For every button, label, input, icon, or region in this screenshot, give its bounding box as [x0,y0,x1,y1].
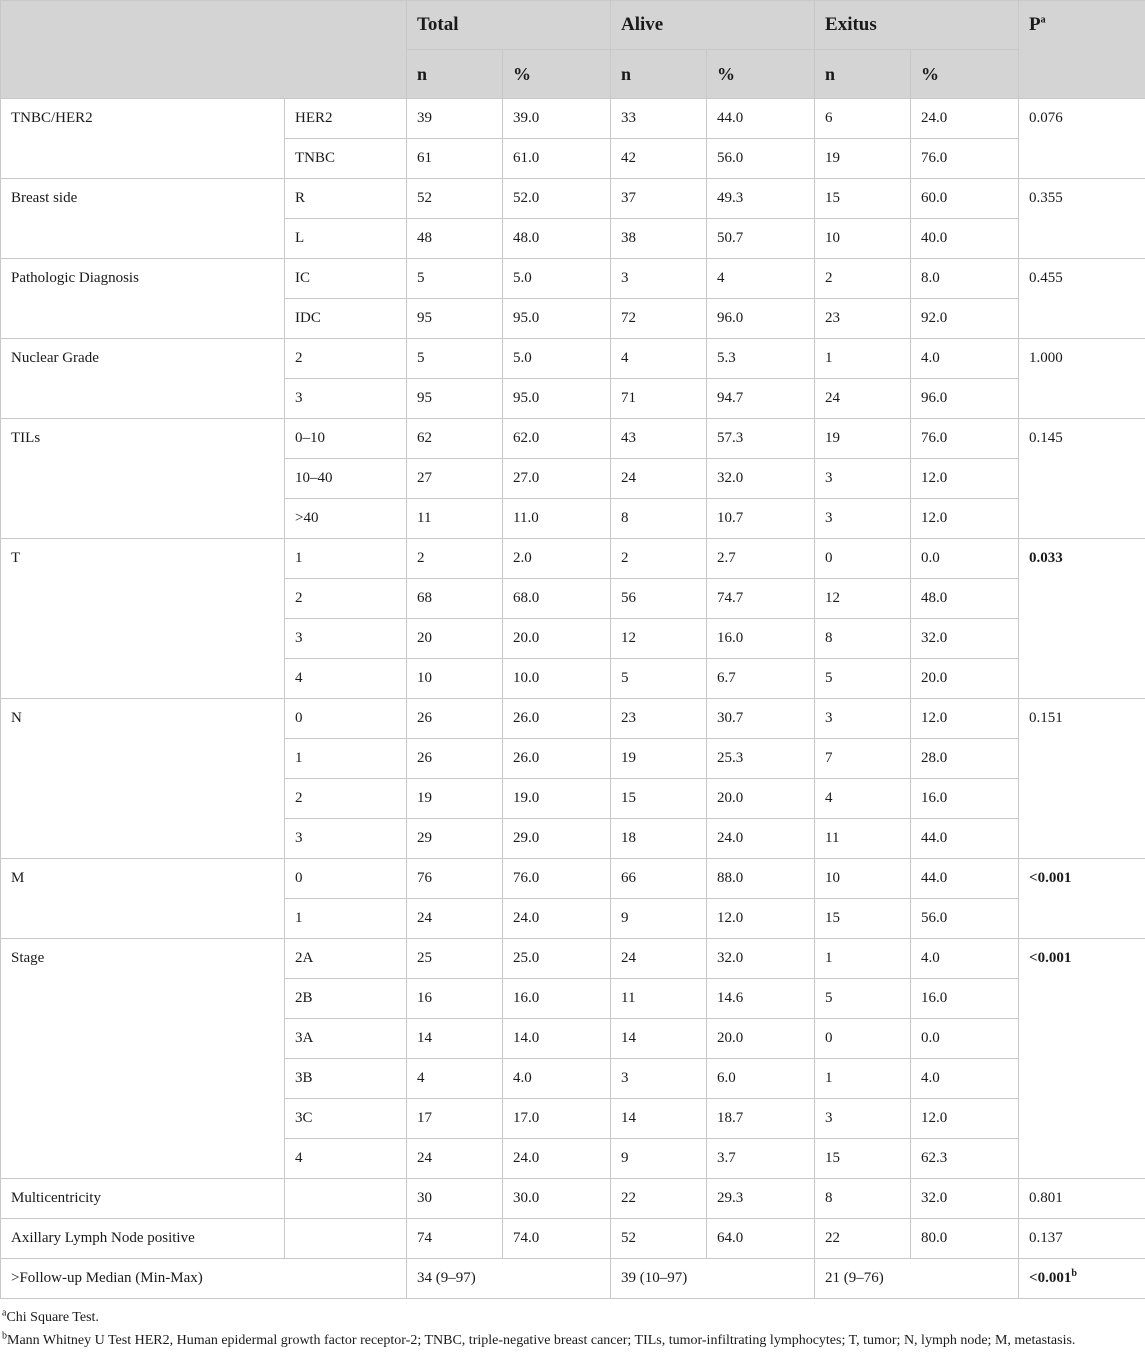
total-n-cell: 26 [407,739,503,779]
total-pct-cell: 17.0 [503,1099,611,1139]
alive-n-cell: 11 [611,979,707,1019]
exitus-n-cell: 6 [815,99,911,139]
total-n-cell: 48 [407,219,503,259]
total-pct-cell: 48.0 [503,219,611,259]
alive-n-cell: 72 [611,299,707,339]
header-exitus: Exitus [815,1,1019,50]
exitus-n-cell: 19 [815,419,911,459]
exitus-n-cell: 22 [815,1219,911,1259]
p-value-cell: 0.801 [1019,1179,1145,1219]
exitus-n-cell: 3 [815,699,911,739]
alive-pct-cell: 50.7 [707,219,815,259]
level-cell: 0 [285,859,407,899]
total-pct-cell: 24.0 [503,899,611,939]
alive-pct-cell: 29.3 [707,1179,815,1219]
alive-n-cell: 33 [611,99,707,139]
table-row [1,539,1145,579]
exitus-pct-cell: 44.0 [911,859,1019,899]
exitus-pct-cell: 76.0 [911,139,1019,179]
alive-n-cell: 14 [611,1019,707,1059]
alive-pct-cell: 12.0 [707,899,815,939]
alive-pct-cell: 24.0 [707,819,815,859]
level-cell: 2 [285,339,407,379]
exitus-pct-cell: 4.0 [911,339,1019,379]
exitus-pct-cell: 60.0 [911,179,1019,219]
alive-n-cell: 66 [611,859,707,899]
exitus-n-cell: 15 [815,1139,911,1179]
total-n-cell: 95 [407,379,503,419]
exitus-n-cell: 0 [815,539,911,579]
alive-n-cell: 9 [611,899,707,939]
p-value-cell: 0.076 [1019,99,1145,179]
level-cell: 4 [285,659,407,699]
exitus-n-cell: 3 [815,499,911,539]
total-n-cell: 39 [407,99,503,139]
table-row [1,339,1145,379]
header-alive: Alive [611,1,815,50]
exitus-n-cell: 1 [815,339,911,379]
exitus-pct-cell: 0.0 [911,539,1019,579]
header-total: Total [407,1,611,50]
exitus-n-cell: 15 [815,899,911,939]
alive-pct-cell: 5.3 [707,339,815,379]
category-cell: T [1,539,285,699]
level-cell: 3A [285,1019,407,1059]
alive-n-cell: 23 [611,699,707,739]
exitus-pct-cell: 80.0 [911,1219,1019,1259]
header-exitus-n: n [815,50,911,99]
total-n-cell: 4 [407,1059,503,1099]
followup-row [1,1259,1145,1299]
total-n-cell: 30 [407,1179,503,1219]
p-value-cell: <0.001 [1019,939,1145,1179]
exitus-pct-cell: 40.0 [911,219,1019,259]
alive-n-cell: 8 [611,499,707,539]
followup-label: >Follow-up Median (Min-Max) [1,1259,407,1299]
total-pct-cell: 26.0 [503,739,611,779]
level-cell: 0–10 [285,419,407,459]
table-row [1,699,1145,739]
total-n-cell: 62 [407,419,503,459]
alive-pct-cell: 74.7 [707,579,815,619]
alive-pct-cell: 30.7 [707,699,815,739]
exitus-n-cell: 1 [815,939,911,979]
alive-n-cell: 3 [611,1059,707,1099]
level-cell: IC [285,259,407,299]
header-empty-cell [1,1,407,99]
exitus-n-cell: 23 [815,299,911,339]
exitus-pct-cell: 76.0 [911,419,1019,459]
followup-p-value: <0.001$^b$ [1019,1259,1145,1299]
alive-pct-cell: 3.7 [707,1139,815,1179]
p-value-cell: 1.000 [1019,339,1145,419]
footnotes [0,1299,1145,1351]
total-pct-cell: 95.0 [503,299,611,339]
followup-alive: 39 (10–97) [611,1259,815,1299]
header-exitus-pct: % [911,50,1019,99]
total-n-cell: 76 [407,859,503,899]
total-pct-cell: 24.0 [503,1139,611,1179]
category-cell: Multicentricity [1,1179,285,1219]
exitus-pct-cell: 16.0 [911,979,1019,1019]
level-cell: 1 [285,739,407,779]
level-cell: 1 [285,539,407,579]
exitus-n-cell: 3 [815,1099,911,1139]
alive-pct-cell: 14.6 [707,979,815,1019]
total-pct-cell: 11.0 [503,499,611,539]
total-n-cell: 2 [407,539,503,579]
exitus-n-cell: 5 [815,659,911,699]
category-cell: TILs [1,419,285,539]
total-pct-cell: 27.0 [503,459,611,499]
exitus-n-cell: 2 [815,259,911,299]
header-p-value: $P^a$ [1019,1,1145,99]
table-row [1,1219,1145,1259]
alive-n-cell: 38 [611,219,707,259]
exitus-pct-cell: 32.0 [911,619,1019,659]
table-row [1,99,1145,139]
total-n-cell: 24 [407,899,503,939]
exitus-n-cell: 24 [815,379,911,419]
alive-n-cell: 22 [611,1179,707,1219]
total-n-cell: 95 [407,299,503,339]
table-row [1,179,1145,219]
exitus-n-cell: 10 [815,859,911,899]
total-n-cell: 25 [407,939,503,979]
alive-n-cell: 52 [611,1219,707,1259]
table-row [1,859,1145,899]
alive-pct-cell: 32.0 [707,459,815,499]
total-pct-cell: 29.0 [503,819,611,859]
total-n-cell: 16 [407,979,503,1019]
level-cell: 3C [285,1099,407,1139]
total-n-cell: 61 [407,139,503,179]
category-cell: Breast side [1,179,285,259]
level-cell: IDC [285,299,407,339]
total-n-cell: 68 [407,579,503,619]
alive-pct-cell: 94.7 [707,379,815,419]
footnote-b: $^b$Mann Whitney U Test HER2, Human epidermal growth factor receptor-2; TNBC, triple-negative breast cancer; TILs, tumor-infiltrating lymphocytes; T, tumor; N, lymph node; M, metastasis. [2,1330,1076,1348]
exitus-n-cell: 15 [815,179,911,219]
exitus-pct-cell: 96.0 [911,379,1019,419]
category-cell: Pathologic Diagnosis [1,259,285,339]
category-cell: Axillary Lymph Node positive [1,1219,285,1259]
table-row [1,939,1145,979]
total-pct-cell: 30.0 [503,1179,611,1219]
total-n-cell: 11 [407,499,503,539]
level-cell: 1 [285,899,407,939]
total-pct-cell: 4.0 [503,1059,611,1099]
alive-n-cell: 37 [611,179,707,219]
exitus-pct-cell: 24.0 [911,99,1019,139]
alive-pct-cell: 57.3 [707,419,815,459]
alive-pct-cell: 16.0 [707,619,815,659]
alive-n-cell: 42 [611,139,707,179]
alive-pct-cell: 20.0 [707,779,815,819]
category-cell: N [1,699,285,859]
total-pct-cell: 5.0 [503,339,611,379]
exitus-pct-cell: 12.0 [911,1099,1019,1139]
total-pct-cell: 25.0 [503,939,611,979]
exitus-n-cell: 11 [815,819,911,859]
alive-n-cell: 19 [611,739,707,779]
exitus-pct-cell: 12.0 [911,499,1019,539]
exitus-pct-cell: 16.0 [911,779,1019,819]
total-n-cell: 29 [407,819,503,859]
total-n-cell: 24 [407,1139,503,1179]
followup-total: 34 (9–97) [407,1259,611,1299]
total-pct-cell: 74.0 [503,1219,611,1259]
exitus-pct-cell: 12.0 [911,459,1019,499]
alive-n-cell: 9 [611,1139,707,1179]
alive-pct-cell: 64.0 [707,1219,815,1259]
p-value-cell: <0.001 [1019,859,1145,939]
total-pct-cell: 16.0 [503,979,611,1019]
exitus-pct-cell: 8.0 [911,259,1019,299]
alive-n-cell: 3 [611,259,707,299]
alive-pct-cell: 18.7 [707,1099,815,1139]
category-cell: Nuclear Grade [1,339,285,419]
exitus-n-cell: 19 [815,139,911,179]
total-pct-cell: 14.0 [503,1019,611,1059]
total-n-cell: 20 [407,619,503,659]
table-row [1,1179,1145,1219]
level-cell: 2B [285,979,407,1019]
alive-n-cell: 43 [611,419,707,459]
alive-pct-cell: 10.7 [707,499,815,539]
total-pct-cell: 95.0 [503,379,611,419]
alive-pct-cell: 25.3 [707,739,815,779]
alive-n-cell: 15 [611,779,707,819]
total-pct-cell: 52.0 [503,179,611,219]
alive-n-cell: 56 [611,579,707,619]
alive-n-cell: 2 [611,539,707,579]
exitus-pct-cell: 32.0 [911,1179,1019,1219]
exitus-pct-cell: 12.0 [911,699,1019,739]
level-cell: 4 [285,1139,407,1179]
exitus-n-cell: 7 [815,739,911,779]
exitus-n-cell: 12 [815,579,911,619]
total-pct-cell: 62.0 [503,419,611,459]
header-alive-pct: % [707,50,815,99]
level-cell: 3 [285,819,407,859]
exitus-pct-cell: 0.0 [911,1019,1019,1059]
total-pct-cell: 39.0 [503,99,611,139]
exitus-pct-cell: 4.0 [911,1059,1019,1099]
alive-pct-cell: 96.0 [707,299,815,339]
alive-n-cell: 12 [611,619,707,659]
alive-n-cell: 14 [611,1099,707,1139]
alive-n-cell: 18 [611,819,707,859]
alive-pct-cell: 2.7 [707,539,815,579]
level-cell: 3 [285,379,407,419]
followup-exitus: 21 (9–76) [815,1259,1019,1299]
exitus-pct-cell: 48.0 [911,579,1019,619]
alive-pct-cell: 4 [707,259,815,299]
exitus-n-cell: 8 [815,619,911,659]
total-pct-cell: 26.0 [503,699,611,739]
table-header [1,1,1145,99]
total-n-cell: 14 [407,1019,503,1059]
level-cell: 3 [285,619,407,659]
total-pct-cell: 68.0 [503,579,611,619]
total-pct-cell: 10.0 [503,659,611,699]
footnote-a: $^a$Chi Square Test. [2,1307,99,1325]
total-n-cell: 17 [407,1099,503,1139]
category-cell: TNBC/HER2 [1,99,285,179]
level-cell: L [285,219,407,259]
exitus-pct-cell: 56.0 [911,899,1019,939]
level-cell: 0 [285,699,407,739]
alive-pct-cell: 44.0 [707,99,815,139]
alive-pct-cell: 88.0 [707,859,815,899]
exitus-n-cell: 8 [815,1179,911,1219]
header-alive-n: n [611,50,707,99]
alive-pct-cell: 49.3 [707,179,815,219]
exitus-n-cell: 4 [815,779,911,819]
exitus-pct-cell: 28.0 [911,739,1019,779]
total-n-cell: 52 [407,179,503,219]
exitus-pct-cell: 4.0 [911,939,1019,979]
alive-pct-cell: 56.0 [707,139,815,179]
level-cell: HER2 [285,99,407,139]
total-n-cell: 27 [407,459,503,499]
level-cell: >40 [285,499,407,539]
exitus-pct-cell: 92.0 [911,299,1019,339]
total-pct-cell: 2.0 [503,539,611,579]
alive-n-cell: 24 [611,459,707,499]
exitus-pct-cell: 44.0 [911,819,1019,859]
exitus-n-cell: 5 [815,979,911,1019]
total-n-cell: 5 [407,339,503,379]
level-cell: 2 [285,779,407,819]
p-value-cell: 0.145 [1019,419,1145,539]
total-n-cell: 10 [407,659,503,699]
level-cell: 3B [285,1059,407,1099]
p-value-cell: 0.151 [1019,699,1145,859]
p-value-cell: 0.137 [1019,1219,1145,1259]
alive-n-cell: 71 [611,379,707,419]
level-cell [285,1179,407,1219]
exitus-n-cell: 1 [815,1059,911,1099]
total-n-cell: 19 [407,779,503,819]
total-n-cell: 74 [407,1219,503,1259]
total-pct-cell: 5.0 [503,259,611,299]
alive-pct-cell: 32.0 [707,939,815,979]
alive-pct-cell: 20.0 [707,1019,815,1059]
exitus-n-cell: 3 [815,459,911,499]
alive-n-cell: 4 [611,339,707,379]
level-cell: R [285,179,407,219]
alive-n-cell: 5 [611,659,707,699]
header-total-pct: % [503,50,611,99]
total-n-cell: 26 [407,699,503,739]
total-n-cell: 5 [407,259,503,299]
alive-pct-cell: 6.7 [707,659,815,699]
level-cell: 2A [285,939,407,979]
table-body [1,99,1145,1299]
level-cell [285,1219,407,1259]
total-pct-cell: 76.0 [503,859,611,899]
header-total-n: n [407,50,503,99]
exitus-pct-cell: 62.3 [911,1139,1019,1179]
level-cell: 10–40 [285,459,407,499]
total-pct-cell: 19.0 [503,779,611,819]
alive-pct-cell: 6.0 [707,1059,815,1099]
p-value-cell: 0.355 [1019,179,1145,259]
category-cell: Stage [1,939,285,1179]
exitus-n-cell: 0 [815,1019,911,1059]
p-value-cell: 0.033 [1019,539,1145,699]
exitus-n-cell: 10 [815,219,911,259]
level-cell: TNBC [285,139,407,179]
level-cell: 2 [285,579,407,619]
exitus-pct-cell: 20.0 [911,659,1019,699]
table-row [1,259,1145,299]
p-value-cell: 0.455 [1019,259,1145,339]
total-pct-cell: 61.0 [503,139,611,179]
table-row [1,419,1145,459]
alive-n-cell: 24 [611,939,707,979]
total-pct-cell: 20.0 [503,619,611,659]
category-cell: M [1,859,285,939]
